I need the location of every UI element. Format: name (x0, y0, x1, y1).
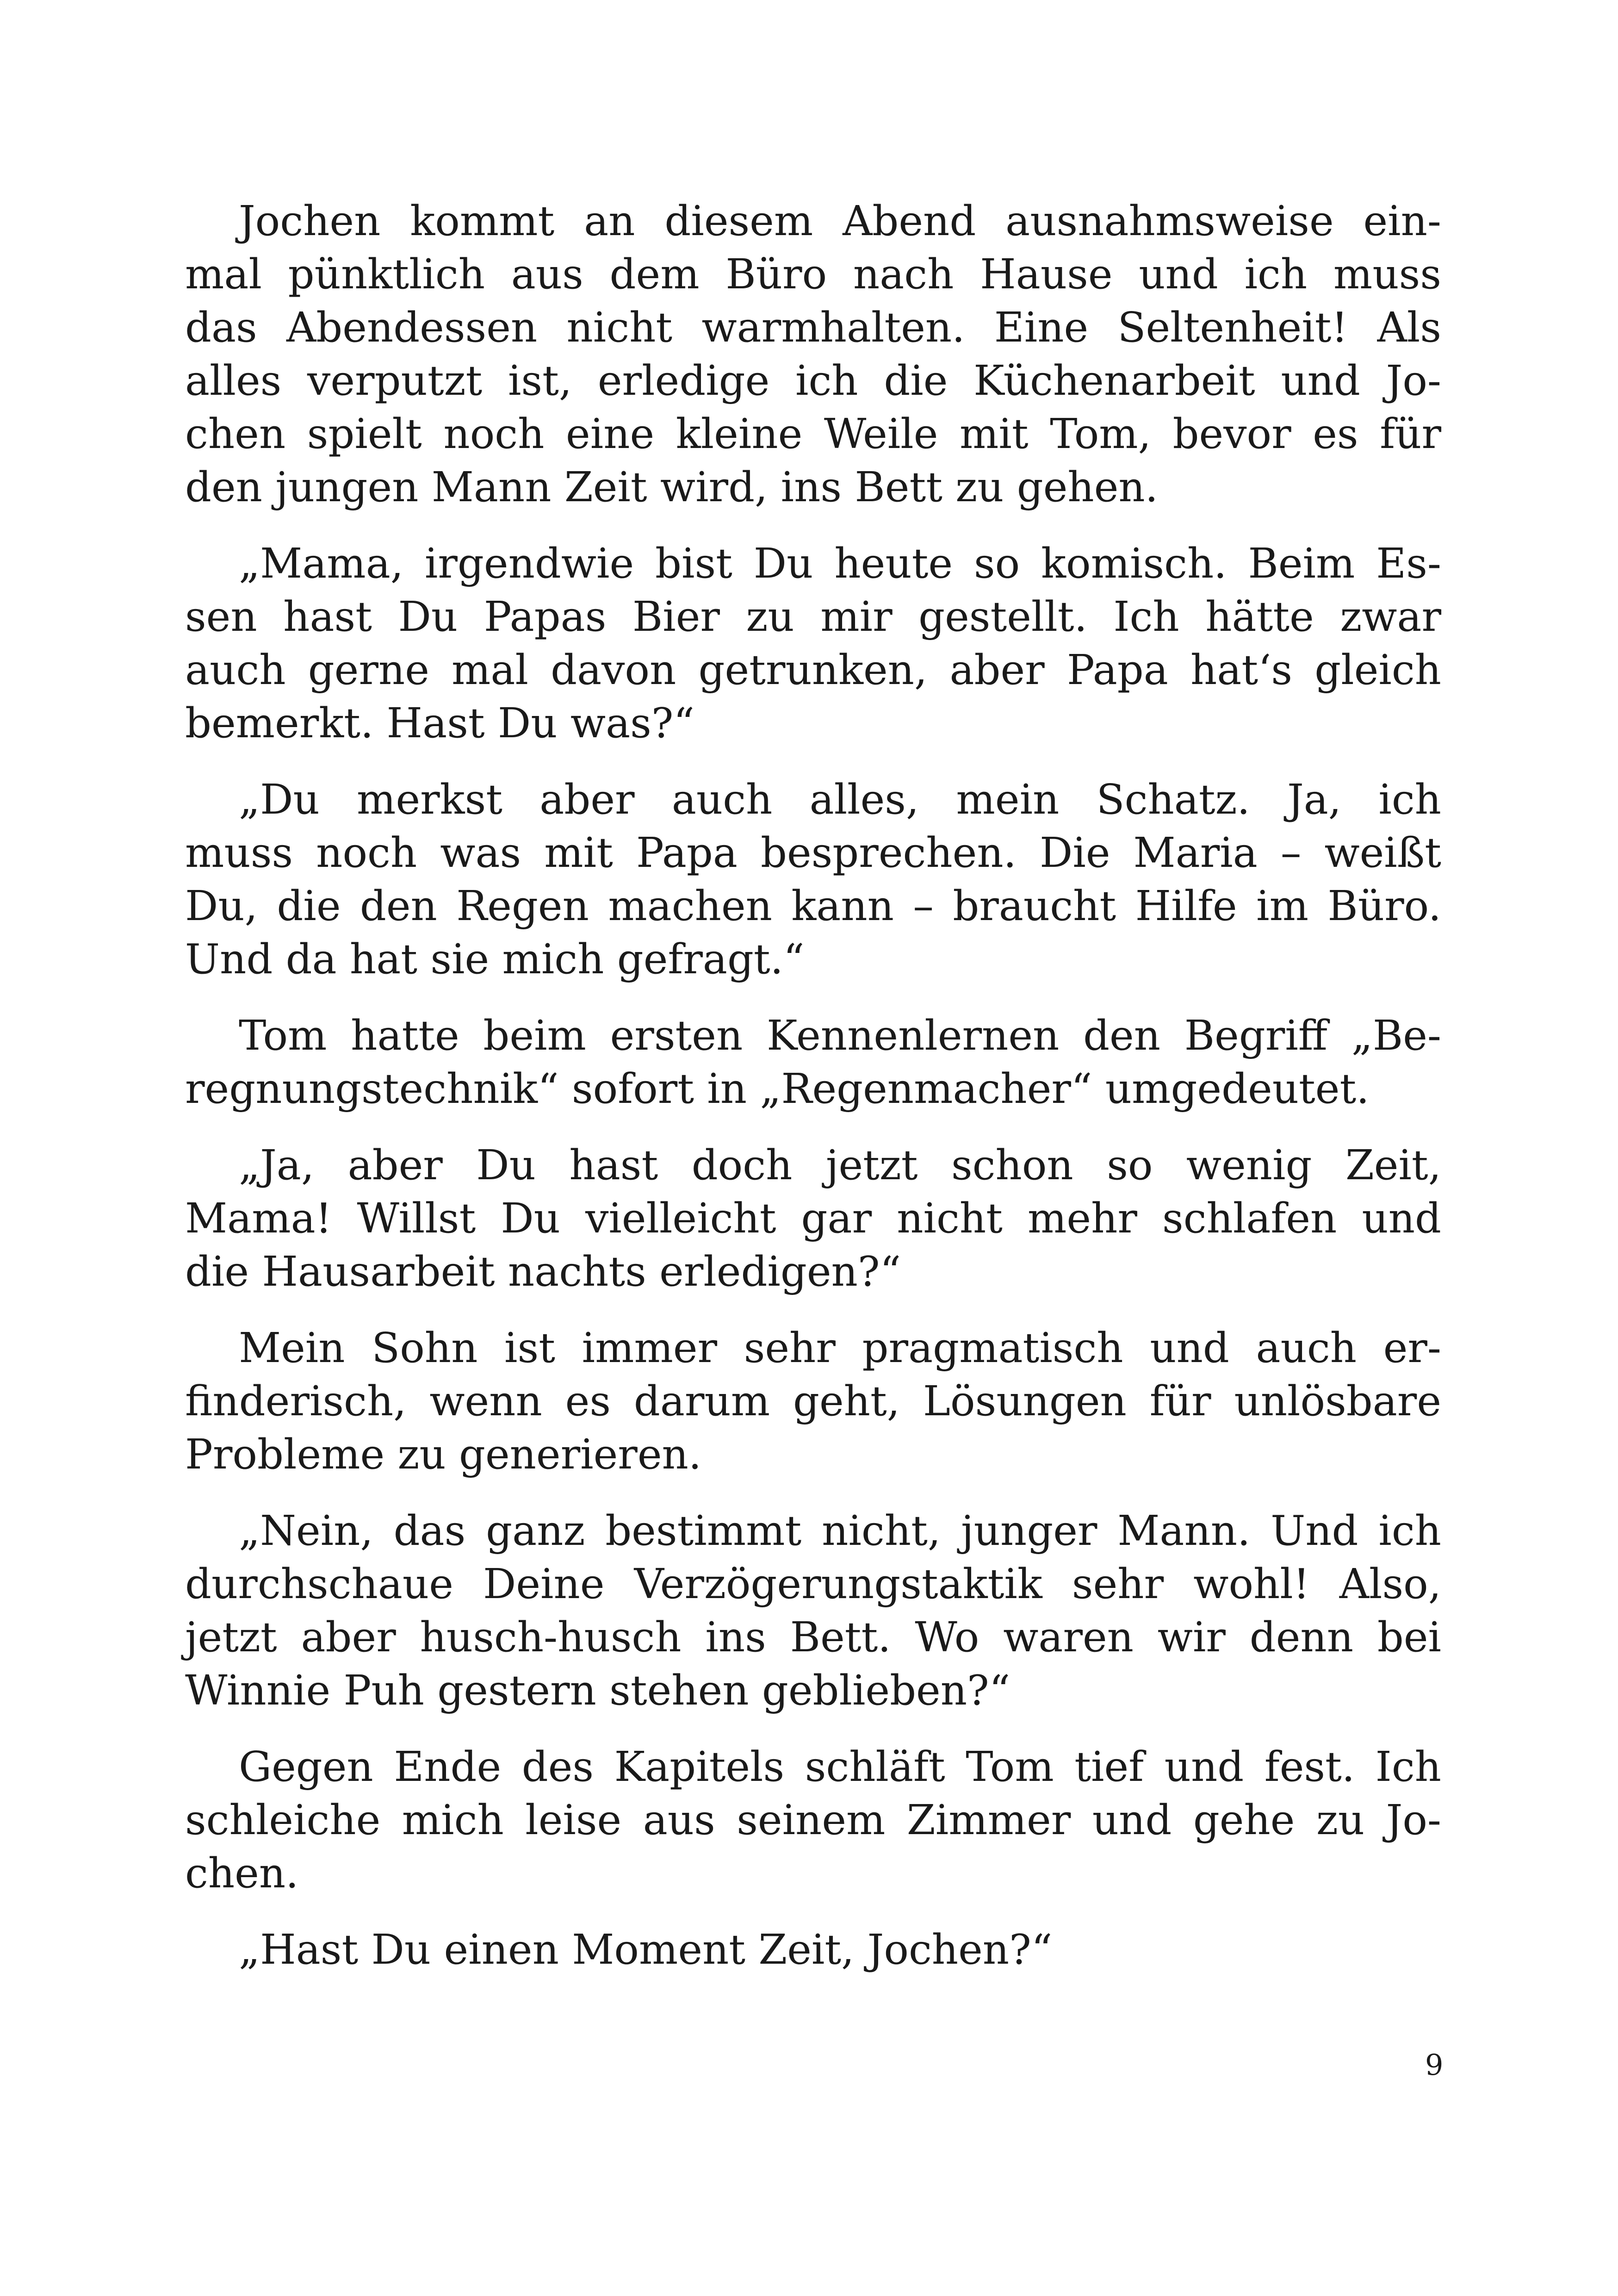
text-line: durchschaue Deine Verzögerungstaktik sehr wohl! Also, (185, 1560, 1441, 1608)
text-line: auch gerne mal davon getrunken, aber Papa hat‘s gleich (185, 646, 1441, 694)
text-line: mal pünktlich aus dem Büro nach Hause und ich muss (185, 250, 1441, 298)
text-line: Jochen kommt an diesem Abend ausnahmsweise ein- (239, 197, 1441, 245)
text-line: Und da hat sie mich gefragt.“ (185, 935, 805, 983)
page-number: 9 (1425, 2048, 1444, 2082)
text-line: regnungstechnik“ sofort in „Regenmacher“ umgedeutet. (185, 1064, 1370, 1113)
text-line: Probleme zu generieren. (185, 1430, 702, 1478)
text-line: alles verputzt ist, erledige ich die Küchenarbeit und Jo- (185, 356, 1441, 404)
paragraph (185, 194, 1441, 514)
text-line: Winnie Puh gestern stehen geblieben?“ (185, 1666, 1010, 1714)
text-line: „Ja, aber Du hast doch jetzt schon so wenig Zeit, (239, 1141, 1441, 1189)
text-line: das Abendessen nicht warmhalten. Eine Seltenheit! Als (185, 303, 1441, 351)
paragraph (185, 1923, 1441, 1976)
text-line: Mein Sohn ist immer sehr pragmatisch und auch er- (239, 1324, 1441, 1372)
paragraph (185, 1740, 1441, 1900)
text-line: „Hast Du einen Moment Zeit, Jochen?“ (239, 1925, 1053, 1973)
text-line: finderisch, wenn es darum geht, Lösungen für unlösbare (185, 1377, 1441, 1425)
paragraph (185, 1139, 1441, 1298)
paragraph (185, 1321, 1441, 1481)
text-line: sen hast Du Papas Bier zu mir gestellt. Ich hätte zwar (185, 592, 1441, 641)
paragraph (185, 773, 1441, 986)
text-line: „Du merkst aber auch alles, mein Schatz. Ja, ich (239, 775, 1441, 823)
text-line: jetzt aber husch-husch ins Bett. Wo waren wir denn bei (185, 1613, 1441, 1661)
paragraph (185, 537, 1441, 750)
paragraph (185, 1009, 1441, 1115)
text-line: chen. (185, 1849, 299, 1897)
text-line: Gegen Ende des Kapitels schläft Tom tief und fest. Ich (239, 1742, 1441, 1791)
text-line: bemerkt. Hast Du was?“ (185, 699, 695, 747)
text-line: muss noch was mit Papa besprechen. Die Maria – weißt (185, 828, 1441, 877)
text-line: schleiche mich leise aus seinem Zimmer und gehe zu Jo- (185, 1796, 1441, 1844)
text-line: Du, die den Regen machen kann – braucht Hilfe im Büro. (185, 882, 1441, 930)
text-line: chen spielt noch eine kleine Weile mit Tom, bevor es für (185, 410, 1441, 458)
text-line: Mama! Willst Du vielleicht gar nicht mehr schlafen und (185, 1194, 1441, 1242)
text-line: „Nein, das ganz bestimmt nicht, junger Mann. Und ich (239, 1506, 1441, 1555)
text-line: Tom hatte beim ersten Kennenlernen den Begriff „Be- (239, 1011, 1441, 1059)
paragraph (185, 1504, 1441, 1717)
text-line: den jungen Mann Zeit wird, ins Bett zu gehen. (185, 463, 1159, 511)
page-body (185, 194, 1441, 1999)
text-line: die Hausarbeit nachts erledigen?“ (185, 1247, 901, 1295)
text-line: „Mama, irgendwie bist Du heute so komisch. Beim Es- (239, 539, 1441, 587)
